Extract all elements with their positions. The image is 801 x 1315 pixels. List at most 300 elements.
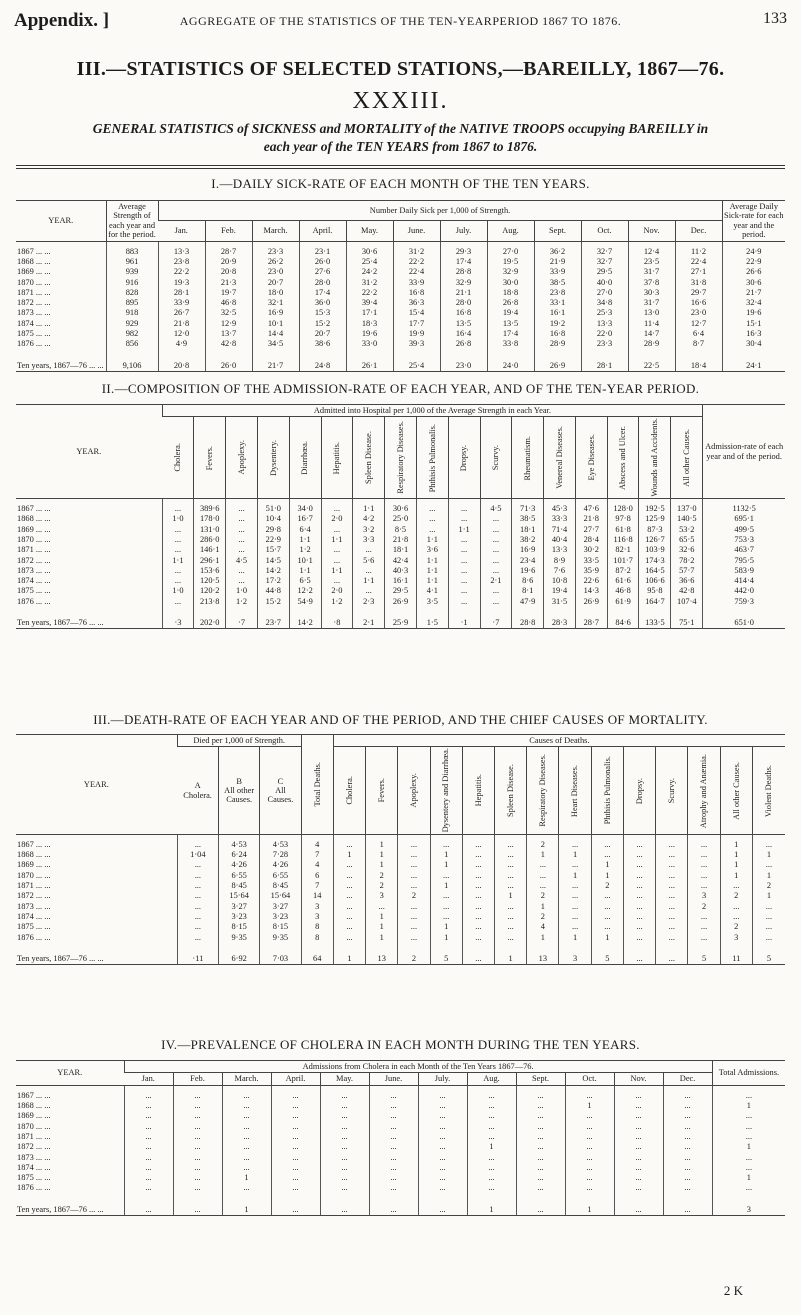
year-cell [16,556,162,566]
table-cell: 18·3 [346,319,393,329]
total-cell: 3 [712,1198,785,1216]
table-cell: 1 [712,1173,785,1183]
table-cell: ... [591,902,623,912]
year-cell [16,860,177,870]
table-cell: ... [222,1132,271,1142]
table-cell: 26·7 [158,308,205,318]
table-cell: 1 [712,1142,785,1152]
col-c: C All Causes. [260,747,301,834]
table-cell: 23·0 [252,267,299,277]
table-cell: 12·7 [675,319,722,329]
leader-dots: ... ... [35,555,51,565]
total-cell: 26·0 [205,354,252,372]
table-cell: 29·5 [581,267,628,277]
table-cell: ... [663,1122,712,1132]
total-cell: 25·4 [393,354,440,372]
table-cell: 20·7 [252,278,299,288]
column-header-label: Diarrhœa. [300,440,310,475]
table-cell: ... [559,860,591,870]
table-cell: ... [448,586,480,596]
table-cell: 33·0 [346,339,393,353]
table-cell: 1 [752,891,785,901]
table-cell: 4 [301,834,333,850]
table-cell: 1 [430,933,462,947]
table-cell: ... [418,1085,467,1101]
table-cell: 34·8 [581,298,628,308]
total-cell: 28·7 [575,611,607,629]
table-cell: 1 [720,850,752,860]
table-cell: 8 [301,922,333,932]
year-label: 1872 [17,891,34,901]
table-cell: ... [516,1183,565,1197]
leader-dots: ... ... [35,850,51,860]
table-cell: 164·5 [639,566,671,576]
column-header: Aug. [467,1073,516,1085]
table-cell: ... [271,1163,320,1173]
table-cell: ... [448,566,480,576]
leader-dots: ... ... [35,870,51,880]
table-cell: 883 [106,241,158,257]
table-cell: ... [688,860,720,870]
column-header-label: Violent Deaths. [764,764,774,817]
table-cell: 8 [301,933,333,947]
table-row [16,912,785,922]
table-cell: 6·55 [260,871,301,881]
table-cell: 759·3 [703,597,785,611]
table-cell: ... [333,891,365,901]
column-header-label: Respiratory Diseases. [538,754,548,827]
table-cell: ... [467,1173,516,1183]
total-cell: 23·0 [440,354,487,372]
table-cell: ... [720,902,752,912]
table-cell: ... [480,566,512,576]
table-cell: 1 [366,860,398,870]
table-cell: ... [398,902,430,912]
table-cell: 22·2 [158,267,205,277]
total-cell: 21·7 [252,354,299,372]
column-header [194,417,226,499]
table-cell: ... [321,525,353,535]
table-cell: 120·2 [194,586,226,596]
table-cell: 30·6 [346,241,393,257]
table-cell: ... [226,499,258,515]
year-label: 1871 [17,1132,34,1141]
total-cell: 9,106 [106,354,158,372]
table-cell: 10·8 [544,576,576,586]
table-cell: ... [271,1132,320,1142]
table-row [16,1173,785,1183]
table-cell: 30·0 [487,278,534,288]
column-header [162,417,194,499]
table-cell: ... [333,922,365,932]
table-row [16,891,785,901]
table-cell: 11·2 [675,241,722,257]
year-cell [16,499,162,515]
table-cell: 22·2 [346,288,393,298]
admission-rate-table [16,404,785,629]
column-header-label: Dropsy. [459,444,469,471]
year-cell [16,545,162,555]
column-header [688,747,720,834]
column-header: Nov. [628,221,675,241]
table-cell: ... [495,922,527,932]
column-header: Oct. [565,1073,614,1085]
table-cell: ... [712,1122,785,1132]
col-year: YEAR. [16,1061,124,1086]
table-cell: ... [271,1183,320,1197]
table-cell: 26·6 [722,267,785,277]
column-header-label: Scurvy. [667,777,677,804]
leader-dots: ... ... [35,596,51,606]
table-cell: 178·0 [194,514,226,524]
column-header [462,747,494,834]
table-cell: 442·0 [703,586,785,596]
table-cell: ... [418,1163,467,1173]
column-header-label: Cholera. [344,776,354,805]
table-cell: ... [462,891,494,901]
table-cell: 61·9 [607,597,639,611]
total-cell: 13 [527,947,559,965]
column-header-label: Abscess and Ulcer. [618,425,628,490]
column-header: July. [440,221,487,241]
column-header: March. [222,1073,271,1085]
table-cell: ... [688,912,720,922]
table-cell: ... [591,850,623,860]
table-cell: 26·8 [440,339,487,353]
table-cell: ... [752,902,785,912]
table-cell: 25·4 [346,257,393,267]
year-label: 1876 [17,932,34,942]
table-cell: ... [591,891,623,901]
table-cell: 1 [527,850,559,860]
table-cell: 174·3 [639,556,671,566]
column-header [289,417,321,499]
table-cell: ... [173,1122,222,1132]
table-cell: 54·9 [289,597,321,611]
table-cell: 583·9 [703,566,785,576]
table-cell: ... [398,860,430,870]
table-cell: 4 [527,922,559,932]
table-cell: 107·4 [671,597,703,611]
table-row [16,499,785,515]
table-cell: 856 [106,339,158,353]
table-cell: ... [495,834,527,850]
table-cell: ... [656,912,688,922]
year-label: 1874 [17,1162,34,1172]
table-cell: ... [467,1101,516,1111]
table-cell: 17·1 [346,308,393,318]
column-header-label: Venereal Diseases. [554,426,564,490]
column-header [559,747,591,834]
total-cell: ... [418,1198,467,1216]
table-cell: 15·2 [299,319,346,329]
total-cell: 1 [495,947,527,965]
table-cell: 2 [366,881,398,891]
leader-dots: ... ... [35,1152,51,1162]
table-cell: 20·8 [205,267,252,277]
table-cell: 7 [301,850,333,860]
divider [16,165,785,166]
table-cell: 18·8 [487,288,534,298]
table-cell: ... [124,1173,173,1183]
table-cell: 65·5 [671,535,703,545]
leader-dots: ... ... [35,1162,51,1172]
leader-dots: ... ... [88,360,104,370]
total-row [16,947,785,965]
table-cell: 1·0 [226,586,258,596]
table-cell: ... [495,850,527,860]
leader-dots: ... ... [35,1142,51,1152]
table-cell: 4·5 [226,556,258,566]
table-cell: ... [173,1132,222,1142]
column-header-label: Dysentery. [268,439,278,476]
column-header [416,417,448,499]
table-cell: 213·8 [194,597,226,611]
table-cell: 19·7 [205,288,252,298]
leader-dots: ... ... [35,545,51,555]
table-row [16,1122,785,1132]
table-row [16,860,785,870]
table-cell: ... [321,576,353,586]
table-cell: ... [516,1173,565,1183]
table-cell: ... [565,1163,614,1173]
year-label: 1870 [17,1121,34,1131]
table-cell: 42·8 [671,586,703,596]
col-strength: Average Strength of each year and for the period. [106,201,158,242]
table-cell: 6·5 [289,576,321,586]
column-header: April. [299,221,346,241]
table-cell: 21·8 [575,514,607,524]
table-cell: 78·2 [671,556,703,566]
year-cell [16,278,106,288]
year-cell [16,881,177,891]
table-cell: 32·7 [581,257,628,267]
table-row [16,922,785,932]
table-cell: 19·6 [512,566,544,576]
year-label: 1867 [17,839,34,849]
table-cell: ... [516,1101,565,1111]
column-header: April. [271,1073,320,1085]
table-cell: ... [333,881,365,891]
year-cell [16,257,106,267]
table-cell: 28·0 [299,278,346,288]
table-cell: ... [656,871,688,881]
column-header: June. [369,1073,418,1085]
table-cell: 1132·5 [703,499,785,515]
table-cell: ... [418,1173,467,1183]
table-cell: 2 [527,891,559,901]
running-title: AGGREGATE OF THE STATISTICS OF THE TEN-YEARPERIOD 1867 TO 1876. [179,14,622,28]
table-cell: 22·2 [393,257,440,267]
leader-dots: ... ... [35,881,51,891]
table-cell: ... [162,499,194,515]
column-header: Dec. [675,221,722,241]
table-cell: ... [369,1183,418,1197]
table-cell: ... [173,1153,222,1163]
column-header [591,747,623,834]
table-cell: ... [226,566,258,576]
table-cell: 929 [106,319,158,329]
table-cell: ... [177,912,218,922]
total-label-text: Ten years, 1867—76 [17,953,87,963]
year-cell [16,891,177,901]
table-cell: ... [448,545,480,555]
table-cell: 12·4 [628,241,675,257]
table-cell: ... [559,891,591,901]
table-cell: 9·35 [260,933,301,947]
table-cell: ... [480,586,512,596]
table-cell: ... [271,1173,320,1183]
table-cell: 19·2 [534,319,581,329]
table-cell: ... [623,922,655,932]
year-cell [16,1163,124,1173]
table-cell: ... [418,1142,467,1152]
table-cell: 51·0 [257,499,289,515]
table-cell: ... [495,860,527,870]
col-year: YEAR. [16,405,162,499]
table-cell: ... [124,1183,173,1197]
table-cell: 40·4 [544,535,576,545]
year-cell [16,922,177,932]
table-cell: 918 [106,308,158,318]
column-header-label: Respiratory Diseases. [395,421,405,495]
table-cell: 27·0 [487,241,534,257]
year-label: 1873 [17,1152,34,1162]
table-cell: ... [623,891,655,901]
table-cell: 3·5 [416,597,448,611]
table-cell: ... [271,1111,320,1121]
table-cell: ... [623,871,655,881]
total-cell: 202·0 [194,611,226,629]
total-cell: 14·2 [289,611,321,629]
leader-dots: ... ... [35,514,51,524]
table-cell: 15·64 [260,891,301,901]
leader-dots: ... ... [35,339,51,349]
table-row [16,1111,785,1121]
leader-dots: ... ... [35,932,51,942]
year-label: 1874 [17,911,34,921]
table-cell: 2 [398,891,430,901]
table-cell: 1·1 [162,556,194,566]
total-cell: ·3 [162,611,194,629]
table-row [16,933,785,947]
table-cell: 28·9 [534,339,581,353]
total-cell: ·7 [480,611,512,629]
table-cell: 5·6 [353,556,385,566]
year-cell [16,1101,124,1111]
year-cell [16,308,106,318]
table-cell: ... [369,1085,418,1101]
year-cell [16,267,106,277]
table-cell: 32·6 [671,545,703,555]
total-cell: 2 [398,947,430,965]
table-cell: 8·1 [512,586,544,596]
table-cell: 15·1 [722,319,785,329]
column-header-label: All other Causes. [731,761,741,820]
col-a: A Cholera. [177,747,218,834]
year-label: 1869 [17,860,34,870]
total-cell: 26·1 [346,354,393,372]
column-header: Dec. [663,1073,712,1085]
table-cell: ... [623,881,655,891]
table-cell: 106·6 [639,576,671,586]
table-cell: 87·3 [639,525,671,535]
table-cell: ... [124,1153,173,1163]
table-cell: 795·5 [703,556,785,566]
table-cell: 23·1 [299,241,346,257]
table-cell: 4·53 [260,834,301,850]
table-cell: ... [173,1183,222,1197]
table-cell: 19·3 [158,278,205,288]
table-cell: 15·64 [219,891,260,901]
table-cell: 12·0 [158,329,205,339]
table-cell: 2 [720,922,752,932]
table-cell: ... [752,922,785,932]
table-cell: 414·4 [703,576,785,586]
column-header-label: Fevers. [376,778,386,803]
table-cell: 1 [430,881,462,891]
table-row [16,1163,785,1173]
leader-dots: ... ... [35,901,51,911]
table-cell: 1 [495,891,527,901]
column-header-label: Wounds and Accidents. [650,418,660,498]
total-cell: 28·8 [512,611,544,629]
year-cell [16,319,106,329]
column-header-label: Phthisis Pulmonalis. [602,756,612,825]
table-cell: ... [516,1122,565,1132]
col-average: Average Daily Sick-rate for each year and the period. [724,202,784,240]
table-cell: 46·8 [205,298,252,308]
column-header [656,747,688,834]
table-cell: 6·4 [289,525,321,535]
table-cell: 1·1 [416,576,448,586]
column-header-label: Dropsy. [634,777,644,804]
table-cell: 6·4 [675,329,722,339]
leader-dots: ... ... [35,1090,51,1100]
column-header [720,747,752,834]
column-header: May. [346,221,393,241]
table-cell: ... [271,1085,320,1101]
total-cell: ... [320,1198,369,1216]
table-cell: ... [124,1101,173,1111]
year-cell [16,871,177,881]
year-label: 1870 [17,277,34,287]
table-cell: 17·2 [257,576,289,586]
table-cell: 895 [106,298,158,308]
leader-dots: ... ... [35,1183,51,1193]
table-cell: ... [663,1101,712,1111]
table-cell: ... [614,1183,663,1197]
table-cell: 1·2 [226,597,258,611]
table-cell: ... [712,1163,785,1173]
table-cell: 27·1 [675,267,722,277]
table-cell: 1·1 [289,566,321,576]
table-cell: 1·04 [177,850,218,860]
table-cell: 3·23 [260,912,301,922]
table-cell: ... [430,891,462,901]
year-cell [16,535,162,545]
table-cell: 2 [527,834,559,850]
column-header [430,747,462,834]
leader-dots: ... ... [35,524,51,534]
column-header-label: Hepatitis. [332,441,342,474]
table-cell: ... [226,545,258,555]
table-cell: ... [222,1142,271,1152]
table-cell: 28·7 [205,241,252,257]
table-cell: ... [467,1132,516,1142]
table-cell: 61·6 [607,576,639,586]
table-cell: 26·8 [487,298,534,308]
